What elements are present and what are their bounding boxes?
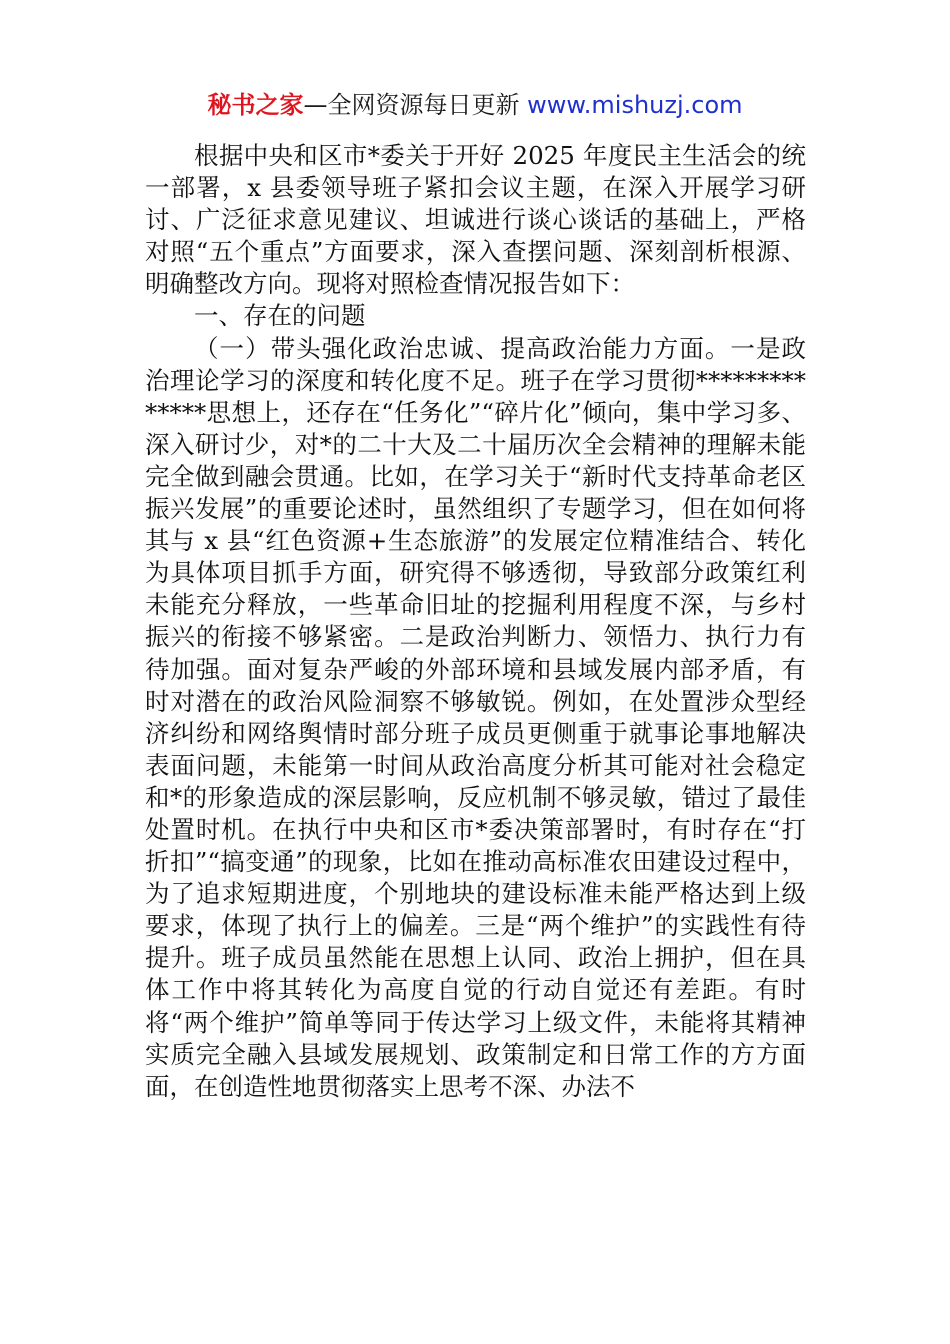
- brand-name: 秘书之家: [207, 91, 304, 119]
- header-tagline: —全网资源每日更新: [303, 91, 528, 119]
- page-header: [0, 88, 950, 122]
- section-heading: 一、存在的问题: [194, 301, 366, 331]
- document-body: [145, 140, 806, 1103]
- section-paragraph: （一）带头强化政治忠诚、提高政治能力方面。一是政治理论学习的深度和转化度不足。班子在学习贯彻**************思想上，还存在“任务化”“碎片化”倾向，集中学习多、深入研讨少，对*的二十大及二十届历次全会精神的理解未能完全做到融会贯通。比如，在学习关于“新时代支持革命老区振兴发展”的重要论述时，虽然组织了专题学习，但在如何将其与 x 县“红色资源+生态旅游”的发展定位精准结合、转化为具体项目抓手方面，研究得不够透彻，导致部分政策红利未能充分释放，一些革命旧址的挖掘利用程度不深，与乡村振兴的衔接不够紧密。二是政治判断力、领悟力、执行力有待加强。面对复杂严峻的外部环境和县域发展内部矛盾，有时对潜在的政治风险洞察不够敏锐。例如，在处置涉众型经济纠纷和网络舆情时部分班子成员更侧重于就事论事地解决表面问题，未能第一时间从政治高度分析其可能对社会稳定和*的形象造成的深层影响，反应机制不够灵敏，错过了最佳处置时机。在执行中央和区市*委决策部署时，有时存在“打折扣”“搞变通”的现象，比如在推动高标准农田建设过程中，为了追求短期进度，个别地块的建设标准未能严格达到上级要求，体现了执行上的偏差。三是“两个维护”的实践性有待提升。班子成员虽然能在思想上认同、政治上拥护，但在具体工作中将其转化为高度自觉的行动自觉还有差距。有时将“两个维护”简单等同于传达学习上级文件，未能将其精神实质完全融入县域发展规划、政策制定和日常工作的方方面面，在创造性地贯彻落实上思考不深、办法不: [145, 333, 806, 1101]
- site-url-link[interactable]: www.mishuzj.com: [527, 91, 743, 119]
- intro-paragraph: 根据中央和区市*委关于开好 2025 年度民主生活会的统一部署，x 县委领导班子紧扣会议主题，在深入开展学习研讨、广泛征求意见建议、坦诚进行谈心谈话的基础上，严格对照“五个重点”方面要求，深入查摆问题、深刻剖析根源、明确整改方向。现将对照检查情况报告如下：: [145, 141, 806, 299]
